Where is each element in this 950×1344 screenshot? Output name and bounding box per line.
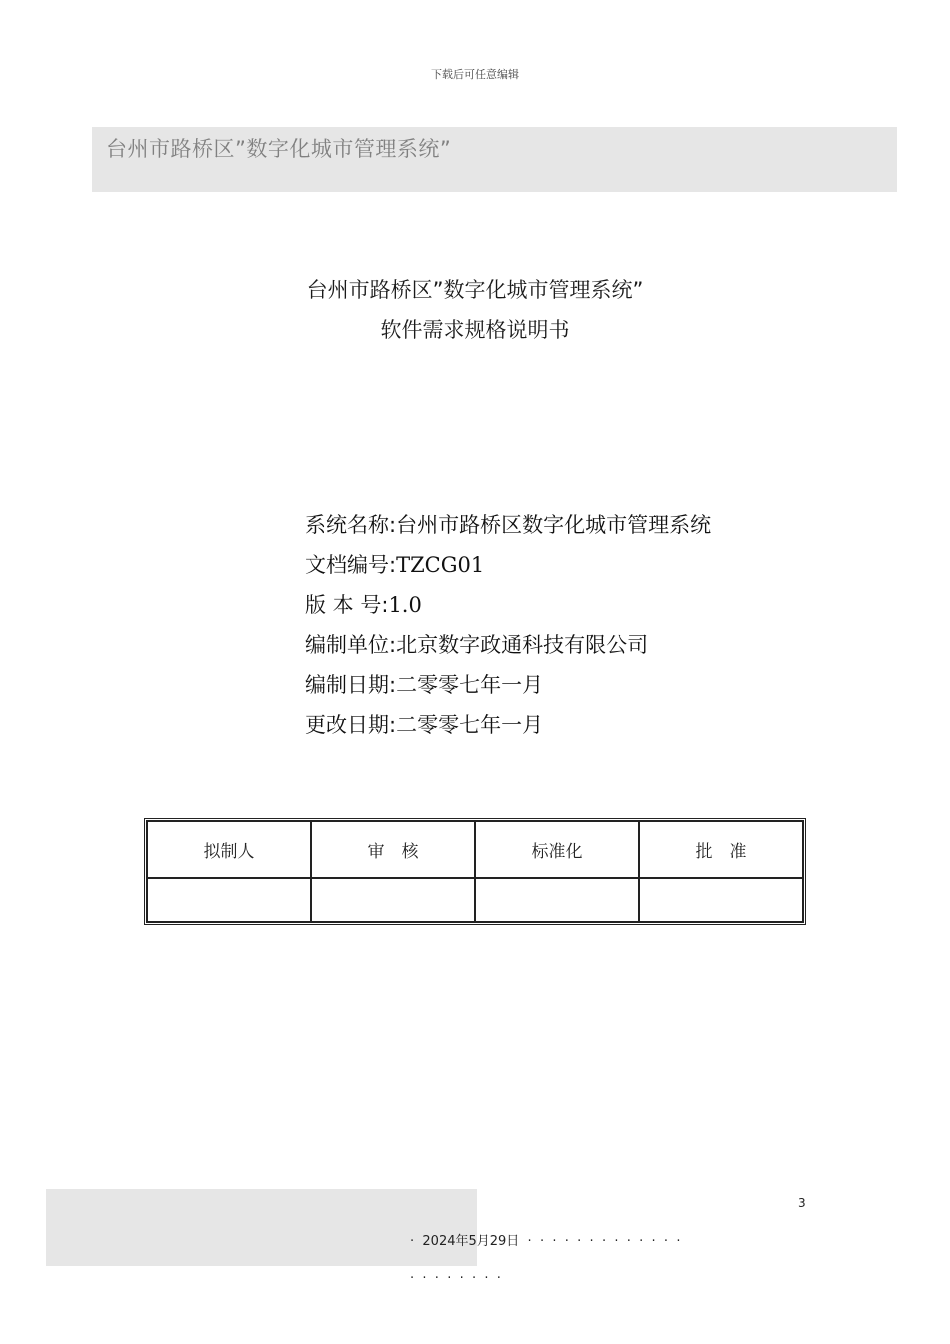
meta-version (305, 589, 422, 619)
meta-value: 台州市路桥区数字化城市管理系统 (396, 513, 712, 537)
meta-organization (305, 629, 648, 659)
meta-label: 文档编号: (305, 553, 397, 577)
document-title-line2: 软件需求规格说明书 (380, 318, 570, 342)
signature-cell-standardization[interactable] (475, 878, 639, 922)
document-title-line1: 台州市路桥区”数字化城市管理系统” (306, 278, 644, 302)
approval-table (144, 818, 806, 925)
signature-cell-drafter[interactable] (147, 878, 311, 922)
footer-dots-line: · · · · · · · · (410, 1271, 501, 1286)
meta-value: TZCG01 (396, 553, 485, 577)
meta-value: 二零零七年一月 (396, 713, 544, 737)
meta-value: 二零零七年一月 (396, 673, 544, 697)
meta-modified-date (305, 709, 543, 739)
meta-value: 北京数字政通科技有限公司 (396, 633, 649, 657)
header-cell-drafter: 拟制人 (147, 821, 311, 878)
table-header-row (147, 821, 803, 878)
meta-label: 更改日期: (305, 713, 397, 737)
meta-doc-number (305, 549, 484, 579)
footer-band (46, 1189, 477, 1266)
top-note: 下载后可任意编辑 (431, 68, 519, 81)
running-header (92, 127, 897, 192)
meta-label: 系统名称: (305, 513, 397, 537)
meta-system-name (305, 509, 711, 539)
meta-value: 1.0 (388, 593, 422, 617)
signature-cell-approver[interactable] (639, 878, 803, 922)
header-cell-reviewer: 审 核 (311, 821, 475, 878)
header-cell-approver: 批 准 (639, 821, 803, 878)
meta-label: 编制单位: (305, 633, 397, 657)
meta-created-date (305, 669, 543, 699)
meta-label: 编制日期: (305, 673, 397, 697)
table-row (147, 878, 803, 922)
footer-date-line: · 2024年5月29日 · · · · · · · · · · · · · (410, 1234, 681, 1249)
meta-label: 版 本 号: (305, 593, 389, 617)
running-header-title: 台州市路桥区”数字化城市管理系统” (106, 137, 452, 161)
header-cell-standardization: 标准化 (475, 821, 639, 878)
page-number: 3 (798, 1196, 806, 1210)
signature-cell-reviewer[interactable] (311, 878, 475, 922)
